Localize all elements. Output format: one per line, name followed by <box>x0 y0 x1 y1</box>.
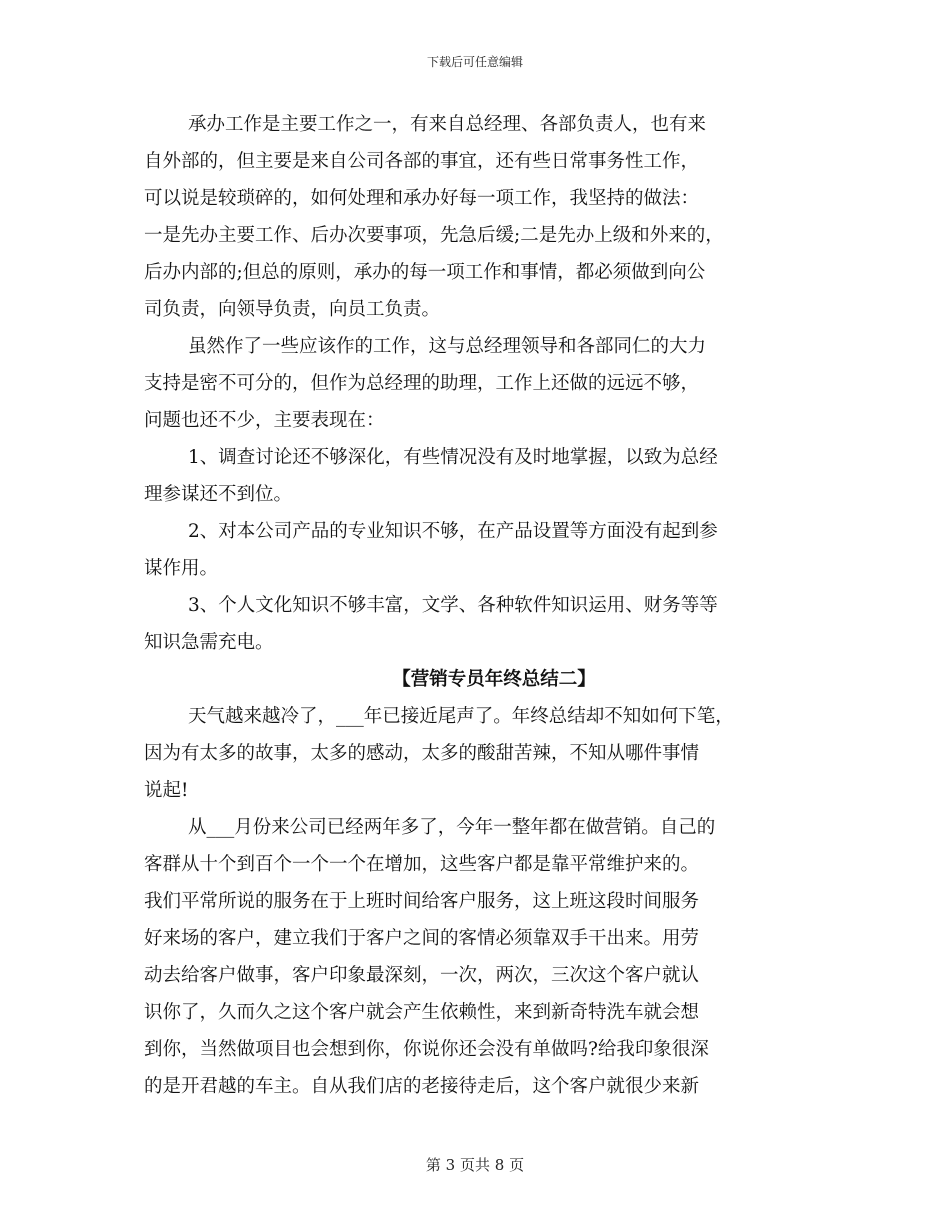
page-footer: 第 3 页共 8 页 <box>425 1156 525 1174</box>
list-item-line: 知识急需充电。 <box>144 632 274 653</box>
paragraph-line: 到你，当然做项目也会想到你，你说你还会没有单做吗?给我印象很深 <box>144 1039 709 1060</box>
list-item-line: 1、调查讨论还不够深化，有些情况没有及时地掌握，以致为总经 <box>188 447 718 468</box>
paragraph-line: 我们平常所说的服务在于上班时间给客户服务，这上班这段时间服务 <box>144 891 700 912</box>
list-item-line: 谋作用。 <box>144 558 219 579</box>
list-item-line: 3、个人文化知识不够丰富，文学、各种软件知识运用、财务等等 <box>188 595 718 616</box>
paragraph-line: 说起! <box>144 780 189 801</box>
paragraph-line: 识你了，久而久之这个客户就会产生依赖性，来到新奇特洗车就会想 <box>144 1002 700 1023</box>
list-item-line: 理参谋还不到位。 <box>144 484 293 505</box>
page-header: 下载后可任意编辑 <box>426 55 523 69</box>
paragraph-line: 好来场的客户，建立我们于客户之间的客情必须靠双手干出来。用劳 <box>144 928 700 949</box>
paragraph-line: 动去给客户做事，客户印象最深刻，一次，两次，三次这个客户就认 <box>144 965 700 986</box>
paragraph-line: 天气越来越冷了，___年已接近尾声了。年终总结却不知如何下笔， <box>188 706 734 727</box>
paragraph-line: 司负责，向领导负责，向员工负责。 <box>144 299 441 320</box>
paragraph-line: 自外部的，但主要是来自公司各部的事宜，还有些日常事务性工作， <box>144 151 700 172</box>
paragraph-line: 后办内部的;但总的原则，承办的每一项工作和事情，都必须做到向公 <box>144 262 706 283</box>
paragraph-line: 承办工作是主要工作之一，有来自总经理、各部负责人，也有来 <box>188 114 707 135</box>
paragraph-line: 客群从十个到百个一个一个在增加，这些客户都是靠平常维护来的。 <box>144 854 700 875</box>
section-heading: 【营销专员年终总结二】 <box>392 669 596 690</box>
paragraph-line: 从___月份来公司已经两年多了，今年一整年都在做营销。自己的 <box>188 817 716 838</box>
list-item-line: 2、对本公司产品的专业知识不够，在产品设置等方面没有起到参 <box>188 521 718 542</box>
paragraph-line: 问题也还不少，主要表现在： <box>144 410 385 431</box>
paragraph-line: 可以说是较琐碎的，如何处理和承办好每一项工作，我坚持的做法： <box>144 188 700 209</box>
paragraph-line: 因为有太多的故事，太多的感动，太多的酸甜苦辣，不知从哪件事情 <box>144 743 700 764</box>
paragraph-line: 支持是密不可分的，但作为总经理的助理，工作上还做的远远不够， <box>144 373 700 394</box>
paragraph-line: 一是先办主要工作、后办次要事项，先急后缓;二是先办上级和外来的， <box>144 225 724 246</box>
paragraph-line: 虽然作了一些应该作的工作，这与总经理领导和各部同仁的大力 <box>188 336 707 357</box>
paragraph-line: 的是开君越的车主。自从我们店的老接待走后，这个客户就很少来新 <box>144 1076 700 1097</box>
document-body <box>144 106 814 1105</box>
